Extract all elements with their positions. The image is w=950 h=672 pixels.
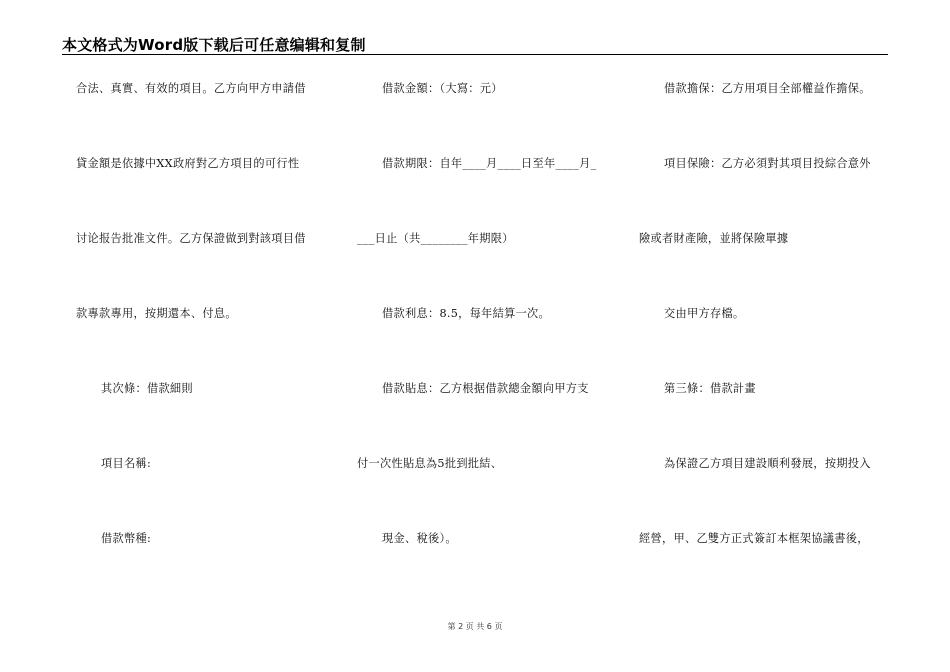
column-2-line-1: 借款金額：（大寫：元）: [382, 82, 503, 95]
column-2-line-7: 現金、稅後）。: [382, 532, 457, 545]
page-number-footer: 第 2 页 共 6 页: [447, 622, 503, 631]
column-1-line-4: 款專款專用，按期還本、付息。: [76, 307, 237, 320]
column-3-line-3: 險或者財產險，並將保險單據: [639, 232, 789, 245]
column-2-line-5: 借款貼息：乙方根据借款總金額向甲方支: [382, 382, 589, 395]
header-divider: [62, 54, 888, 55]
column-3-line-5: 第三條：借款計畫: [664, 382, 756, 395]
column-2-line-6: 付一次性貼息為5批到批結、: [357, 457, 503, 470]
column-3-line-1: 借款擔保：乙方用項目全部權益作擔保。: [664, 82, 871, 95]
column-1-line-5: 其次條：借款細則: [101, 382, 193, 395]
column-3-line-6: 為保證乙方項目建設順利發展，按期投入: [664, 457, 871, 470]
column-3-line-7: 經營，甲、乙雙方正式簽訂本框架協議書後，: [639, 532, 869, 545]
column-3-line-4: 交由甲方存檔。: [664, 307, 745, 320]
column-2-line-2: 借款期限：自年____月____日至年____月_: [382, 157, 597, 170]
column-1-line-3: 讨论报告批准文件。乙方保證做到對該項目借: [76, 232, 306, 245]
column-1-line-7: 借款幣種:: [101, 532, 152, 545]
column-1-line-6: 項目名稱:: [101, 457, 152, 470]
column-3-line-2: 項目保險：乙方必須對其項目投綜合意外: [664, 157, 871, 170]
column-2-line-3: ___日止（共________年期限）: [357, 232, 514, 245]
column-2-line-4: 借款利息：8.5，每年結算一次。: [382, 307, 551, 320]
column-1-line-2: 貸金額是依據中XX政府對乙方項目的可行性: [76, 157, 300, 170]
document-header-title: 本文格式为Word版下载后可任意编辑和复制: [62, 36, 366, 54]
column-1-line-1: 合法、真實、有效的項目。乙方向甲方申請借: [76, 82, 306, 95]
